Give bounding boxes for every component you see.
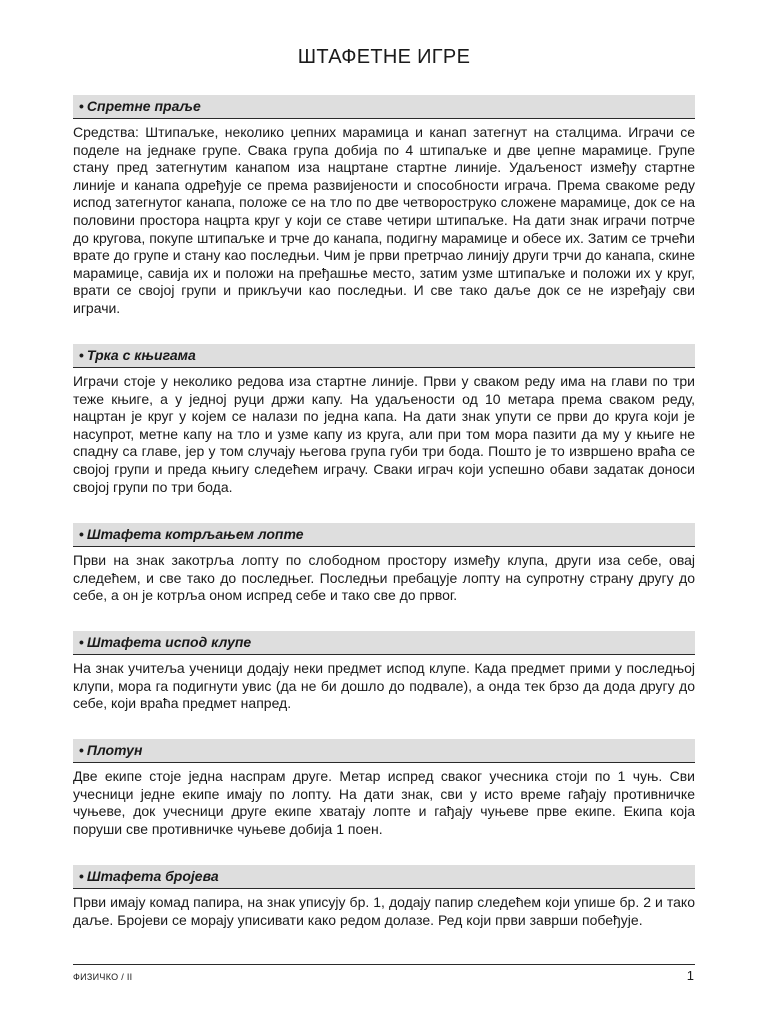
section-heading: [73, 865, 695, 889]
bullet-icon: •: [79, 868, 84, 884]
section-heading-text: Штафета бројева: [86, 868, 219, 884]
section-heading: [73, 631, 695, 655]
section-heading-text: Штафета испод клупе: [86, 634, 252, 650]
section-heading: [73, 739, 695, 763]
section-body: Први имају комад папира, на знак уписују бр. 1, додају папир следећем који упише бр. 2 и тако даље. Бројеви се морају уписивати како редом долазе. Ред који први заврши побеђује.: [73, 894, 695, 928]
section-shtafeta-ispod-klupe: [73, 631, 695, 713]
bullet-icon: •: [79, 347, 84, 363]
section-shtafeta-brojeva: [73, 865, 695, 929]
section-heading: [73, 523, 695, 547]
section-heading-text: Спретне праље: [86, 98, 201, 114]
section-shtafeta-kotrljanjem-lopte: [73, 523, 695, 605]
section-trka-s-knjigama: [73, 344, 695, 496]
section-spretne-pralje: [73, 95, 695, 318]
section-heading-text: Штафета котрљањем лопте: [86, 526, 304, 542]
bullet-icon: •: [79, 526, 84, 542]
section-heading-text: Плотун: [86, 742, 143, 758]
footer-label: ФИЗИЧКО / II: [73, 972, 133, 982]
section-body: Средства: Штипаљке, неколико џепних марамица и канап затегнут на сталцима. Играчи се поделе на једнаке групе. Свака група добија по 4 штипаљке и две џепне марамице. Групе стану пред затегнутим канапом иза нацртане стартне линије. Удаљеност између стартне линије и канапа одређује се према развијености и способности играча. Према свакоме реду испод затегнутог канапа, положе се на тло по две четвороструко сложене марамице, док се на половини простора нацрта круг у који се ставе четири штипаљке. На дати знак играчи потрче до кругова, покупе штипаљке и трче до канапа, подигну марамице и обесе их. Затим се трчећи врате до групе и стану као последњи. Чим је први претрчао линију други трчи до канапа, скине марамице, савија их и положи на пређашње место, затим узме штипаљке и положи их у круг, врати се својој групи и прикључи као последњи. И све тако даље док се не изређају сви играчи.: [73, 124, 695, 316]
bullet-icon: •: [79, 98, 84, 114]
section-plotun: [73, 739, 695, 838]
section-heading: [73, 344, 695, 368]
page-number: 1: [686, 968, 694, 983]
section-heading: [73, 95, 695, 119]
section-body: Први на знак закотрља лопту по слободном простору између клупа, други иза себе, овај следећем, и све тако до последњег. Последњи пребацује лопту на супротну страну другу до себе, а он је котрља оном испред себе и тако све до првог.: [73, 552, 695, 604]
section-heading-text: Трка с књигама: [86, 347, 196, 363]
section-body: На знак учитеља ученици додају неки предмет испод клупе. Када предмет прими у последњој клупи, мора га подигнути увис (да не би дошло до подвале), а онда тек брзо да дода другу до себе, који враћа предмет напред.: [73, 660, 695, 712]
footer-divider: [73, 964, 695, 965]
section-body: Играчи стоје у неколико редова иза стартне линије. Први у сваком реду има на глави по три теже књиге, а у једној руци држи капу. На удаљености од 10 метара према сваком реду, нацртан је круг у којем се налази по једна капа. На дати знак упути се први до круга који је насупрот, метне капу на тло и узме капу из круга, али при том мора пазити да му у књиге не спадну са главе, јер у том случају његова група губи три бода. Пошто је то извршено враћа се својој групи и преда књигу следећем играчу. Сваки играч који успешно обави задатак доноси својој групи по три бода.: [73, 373, 695, 495]
bullet-icon: •: [79, 742, 84, 758]
section-body: Две екипе стоје једна наспрам друге. Метар испред сваког учесника стоји по 1 чуњ. Сви учесници једне екипе имају по лопту. На дати знак, сви у исто време гађају противничке чуњеве, док учесници друге екипе хватају лопте и гађају чуњеве прве екипе. Екипа која поруши све противничке чуњеве добија 1 поен.: [73, 768, 695, 837]
page-title: ШТАФЕТНЕ ИГРЕ: [297, 46, 471, 68]
bullet-icon: •: [79, 634, 84, 650]
